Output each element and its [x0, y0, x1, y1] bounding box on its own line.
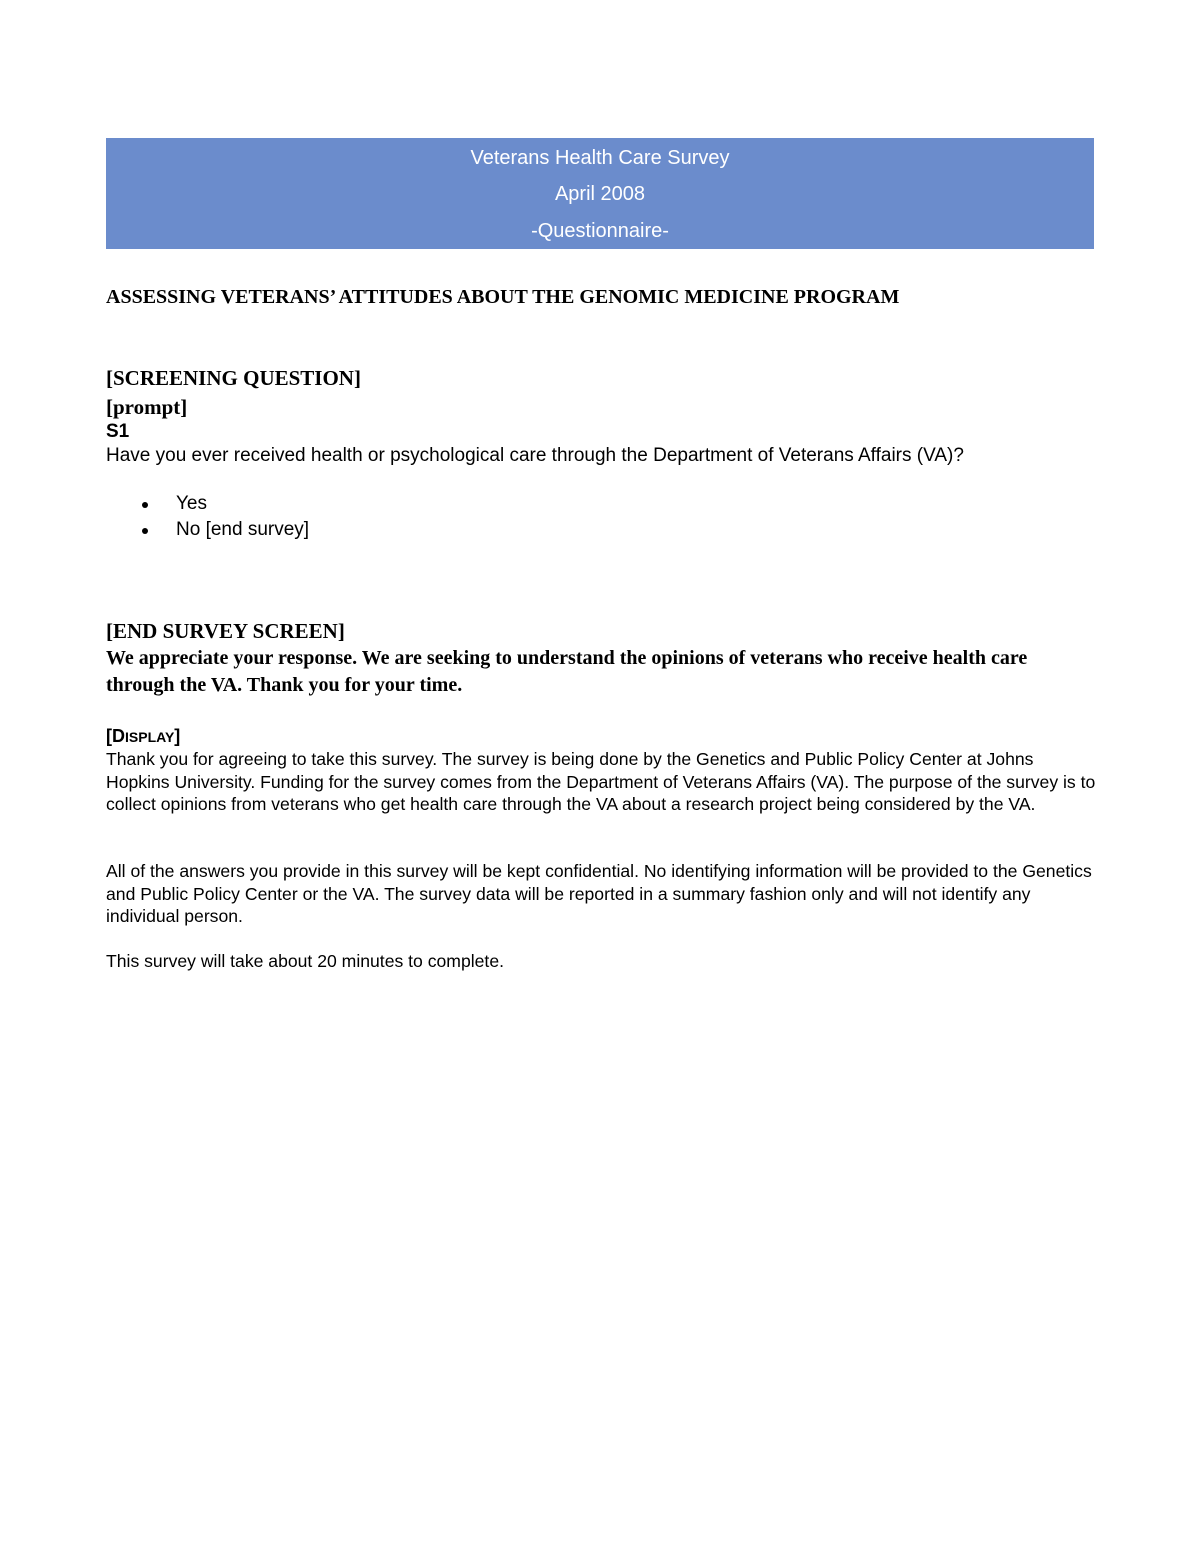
display-section-label	[106, 724, 180, 749]
display-paragraph-confidentiality: All of the answers you provide in this survey will be kept confidential. No identifying information will be provided to the Genetics and Public Policy Center or the VA. The survey data will be reported in a summary fashion only and will not identify any individual person.	[106, 861, 1092, 926]
display-label-smallcaps: ISPLAY	[125, 729, 175, 745]
question-code: S1	[106, 421, 130, 442]
display-label-close: ]	[174, 726, 181, 746]
display-paragraph-duration: This survey will take about 20 minutes to complete.	[106, 951, 504, 971]
answer-option-yes	[142, 491, 309, 517]
document-title: ASSESSING VETERANS’ ATTITUDES ABOUT THE GENOMIC MEDICINE PROGRAM	[106, 286, 900, 308]
prompt-label: [prompt]	[106, 395, 188, 419]
answer-option-no	[142, 517, 309, 543]
bullet-icon	[142, 502, 148, 508]
banner-date: April 2008	[554, 183, 646, 205]
end-survey-message: We appreciate your response. We are seeking to understand the opinions of veterans who receive health care through the VA. Thank you for your time.	[106, 647, 1028, 696]
answer-options-list	[142, 491, 309, 543]
screening-section-label: [SCREENING QUESTION]	[106, 366, 361, 390]
question-text: Have you ever received health or psychological care through the Department of Veterans Affairs (VA)?	[106, 445, 964, 466]
display-label-open: [D	[106, 726, 125, 746]
display-paragraph-intro: Thank you for agreeing to take this survey. The survey is being done by the Genetics and Public Policy Center at Johns Hopkins University. Funding for the survey comes from the Department of Veterans Affairs (VA). The purpose of the survey is to collect opinions from veterans who get health care through the VA about a research project being considered by the VA.	[106, 749, 1096, 814]
answer-option-label: No [end survey]	[176, 519, 310, 540]
header-banner	[106, 138, 1094, 249]
answer-option-label: Yes	[176, 493, 207, 514]
banner-title: Veterans Health Care Survey	[470, 147, 730, 169]
bullet-icon	[142, 528, 148, 534]
banner-subtitle: -Questionnaire-	[531, 220, 669, 242]
end-survey-section-label: [END SURVEY SCREEN]	[106, 619, 345, 643]
